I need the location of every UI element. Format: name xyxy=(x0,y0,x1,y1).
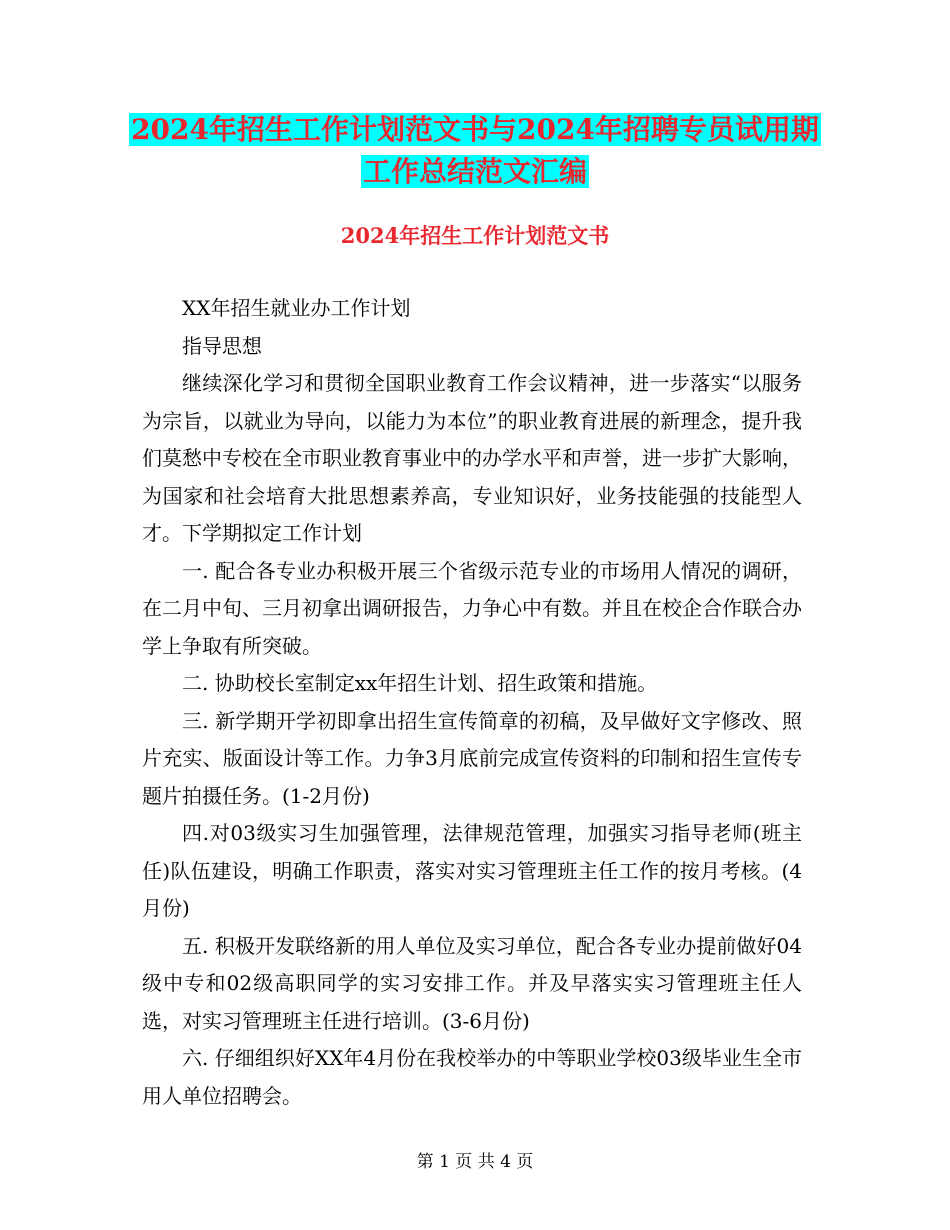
paragraph: 指导思想 xyxy=(182,333,262,358)
title-highlight-1: 2024年招生工作计划范文书与2024年招聘专员试用期 xyxy=(131,113,819,146)
paragraph: 五. 积极开发联络新的用人单位及实习单位，配合各专业办提前做好04级中专和02级高职同学的实习安排工作。并及早落实实习管理班主任人选，对实习管理班主任进行培训。(3-6月份) xyxy=(142,933,802,1033)
paragraph: 四.对03级实习生加强管理，法律规范管理，加强实习指导老师(班主任)队伍建设，明确工作职责，落实对实习管理班主任工作的按月考核。(4月份) xyxy=(142,821,802,920)
section-title: 2024年招生工作计划范文书 xyxy=(340,223,610,248)
paragraph: 继续深化学习和贯彻全国职业教育工作会议精神，进一步落实“以服务为宗旨，以就业为导向，以能力为本位”的职业教育进展的新理念，提升我们莫愁中专校在全市职业教育事业中的办学水平和声誉，进一步扩大影响，为国家和社会培育大批思想素养高，专业知识好，业务技能强的技能型人才。下学期拟定工作计划 xyxy=(142,371,802,545)
document-title-line-1 xyxy=(0,110,950,150)
paragraph: 一. 配合各专业办积极开展三个省级示范专业的市场用人情况的调研，在二月中旬、三月初拿出调研报告，力争心中有数。并且在校企合作联合办学上争取有所突破。 xyxy=(142,558,802,658)
paragraph: 二. 协助校长室制定xx年招生计划、招生政策和措施。 xyxy=(182,671,658,695)
paragraph: XX年招生就业办工作计划 xyxy=(182,296,411,320)
page-footer: 第 1 页 共 4 页 xyxy=(416,1152,534,1172)
document-title-line-2 xyxy=(0,152,950,192)
title-highlight-2: 工作总结范文汇编 xyxy=(362,155,587,188)
paragraph: 六. 仔细组织好XX年4月份在我校举办的中等职业学校03级毕业生全市用人单位招聘会。 xyxy=(142,1046,802,1108)
paragraph: 三. 新学期开学初即拿出招生宣传简章的初稿，及早做好文字修改、照片充实、版面设计等工作。力争3月底前完成宣传资料的印制和招生宣传专题片拍摄任务。(1-2月份) xyxy=(142,708,802,808)
document-body xyxy=(142,290,802,1115)
